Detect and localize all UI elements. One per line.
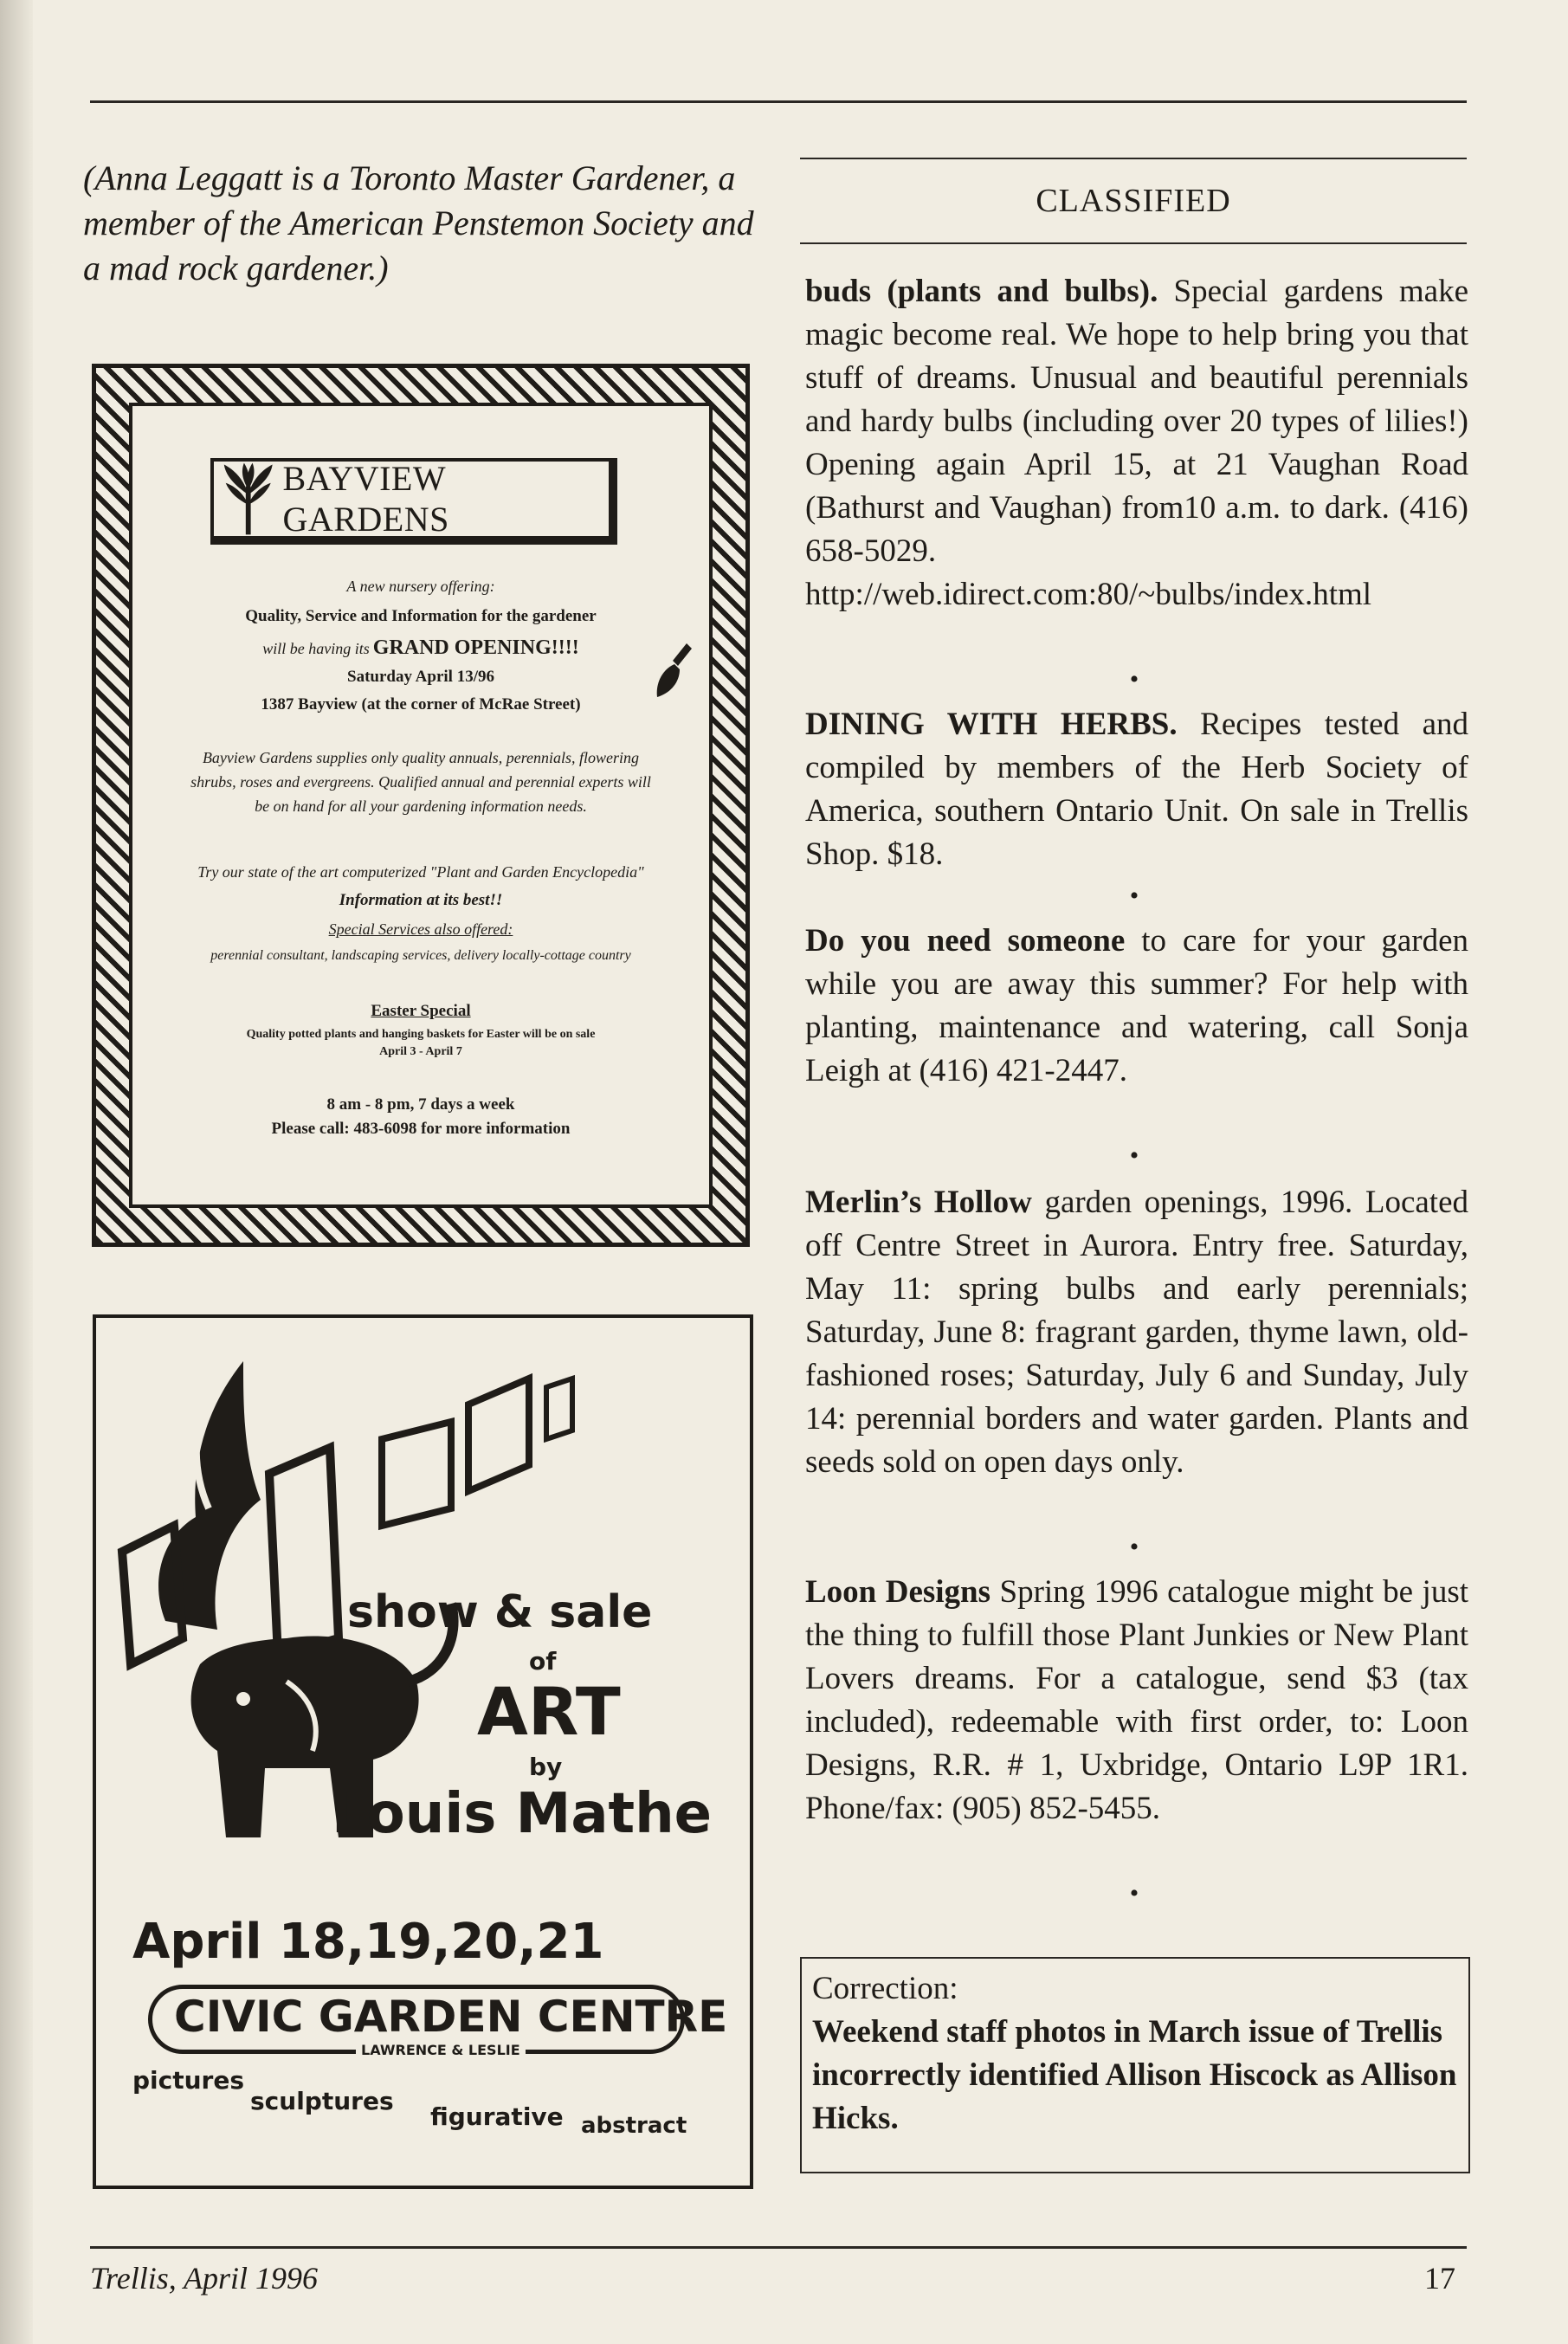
bayview-brand-name: BAYVIEW GARDENS (282, 459, 449, 539)
art-venue-sub: LAWRENCE & LESLIE (356, 2042, 526, 2058)
bayview-easter-heading: Easter Special (371, 1002, 471, 1020)
bayview-supplies-2: shrubs, roses and evergreens. Qualified annual and perennial experts will (190, 773, 651, 791)
entry-buds-title: buds (plants and bulbs). (805, 274, 1158, 309)
bayview-computer-1: Try our state of the art computerized "Plant and Garden Encyclopedia" (197, 863, 644, 881)
art-category-pictures: pictures (132, 2066, 245, 2095)
separator-bullet: • (1129, 1879, 1139, 1908)
classified-entry-loon-designs (805, 1571, 1468, 1831)
bottom-rule (90, 2246, 1467, 2249)
correction-box (800, 1957, 1470, 2173)
bayview-date: Saturday April 13/96 (347, 668, 494, 686)
art-title: ART (477, 1673, 621, 1750)
entry-merlins-hollow-body: garden openings, 1996. Located off Centre Street in Aurora. Entry free. Saturday, May 11: spring bulbs and early perennials; Saturday, June 8: fragrant garden, thyme lawn, old-fashioned roses; Saturday, July 6 and Sunday, July 14: perennial borders and water garden. Plants and seeds sold on open days only. (805, 1185, 1469, 1480)
bayview-opening-prefix: will be having its (262, 640, 370, 657)
correction-text: Weekend staff photos in March issue of Trellis incorrectly identified Allison Hiscock as Allison Hicks. (812, 2014, 1457, 2136)
bayview-hours: 8 am - 8 pm, 7 days a week (326, 1095, 515, 1114)
entry-garden-care-title: Do you need someone (805, 923, 1126, 959)
bayview-easter-2: April 3 - April 7 (379, 1045, 462, 1058)
classified-heading: CLASSIFIED (800, 158, 1467, 244)
correction-label: Correction: (812, 1971, 958, 2006)
separator-bullet: • (1129, 665, 1139, 694)
wheat-logo-icon (219, 460, 277, 538)
art-category-sculptures: sculptures (250, 2087, 394, 2115)
art-category-abstract: abstract (581, 2113, 687, 2139)
page-edge-shadow (0, 0, 33, 2344)
entry-herbs-title: DINING WITH HERBS. (805, 707, 1178, 742)
classified-entry-merlins-hollow (805, 1181, 1468, 1484)
bayview-ad-inner (129, 403, 713, 1208)
bayview-quality-line: Quality, Service and Information for the gardener (245, 607, 597, 625)
top-rule (90, 100, 1467, 103)
bayview-grand-opening: GRAND OPENING!!!! (372, 636, 579, 659)
page-number: 17 (1424, 2261, 1455, 2296)
art-show-sale-title: show & sale (347, 1586, 653, 1638)
author-note: (Anna Leggatt is a Toronto Master Gardener, a member of the American Penstemon Society and a mad rock gardener.) (83, 158, 754, 287)
art-dates: April 18,19,20,21 (132, 1914, 604, 1970)
separator-bullet: • (1129, 1533, 1139, 1561)
entry-loon-designs-title: Loon Designs (805, 1574, 991, 1610)
classified-entry-garden-care (805, 920, 1468, 1093)
bayview-gardens-ad (92, 364, 750, 1247)
art-by: by (529, 1753, 563, 1781)
bayview-supplies-3: be on hand for all your gardening information needs. (255, 797, 587, 815)
bayview-easter-1: Quality potted plants and hanging baskets for Easter will be on sale (246, 1028, 596, 1041)
art-artist-name: Louis Mathe (332, 1782, 713, 1846)
bayview-computer-2: Information at its best!! (339, 891, 503, 909)
bayview-services-list: perennial consultant, landscaping services, delivery locally-cottage country (210, 948, 631, 963)
entry-garden-care-body: to care for your garden while you are away this summer? For help with planting, maintenance and watering, call Sonja Leigh at (416) 421-2447. (805, 923, 1469, 1088)
entry-loon-designs-body: Spring 1996 catalogue might be just the thing to fulfill those Plant Junkies or New Plant Lovers dreams. For a catalogue, send $3 (tax included), redeemable with first order, to: Loon Designs, R.R. # 1, Uxbridge, Ontario L9P 1R1. Phone/fax: (905) 852-5455. (805, 1574, 1468, 1826)
art-category-figurative: figurative (430, 2102, 564, 2131)
classified-entry-herbs (805, 703, 1468, 876)
entry-merlins-hollow-title: Merlin’s Hollow (805, 1185, 1032, 1220)
bayview-special-services: Special Services also offered: (328, 920, 513, 938)
entry-buds-body: Special gardens make magic become real. We hope to help bring you that stuff of dreams. Unusual and beautiful perennials and hardy bulbs (including over 20 types of lilies!) Opening again April 15, at 21 Vaughan Road (Bathurst and Vaughan) from10 a.m. to dark. (416) 658-5029. http://web.idirect.com:80/~bulbs/index.html (805, 274, 1469, 612)
footer-publication: Trellis, April 1996 (90, 2261, 319, 2296)
bayview-supplies-1: Bayview Gardens supplies only quality annuals, perennials, flowering (202, 749, 640, 766)
bayview-phone: Please call: 483-6098 for more information (271, 1120, 571, 1138)
bayview-tagline: A new nursery offering: (346, 578, 495, 595)
separator-bullet: • (1129, 1141, 1139, 1170)
bayview-logo (210, 458, 617, 545)
art-show-ad (93, 1314, 753, 2189)
art-of: of (529, 1647, 557, 1676)
entry-herbs-body: Recipes tested and compiled by members of the Herb Society of America, southern Ontario Unit. On sale in Trellis Shop. $18. (805, 707, 1468, 872)
bayview-opening-line (132, 636, 709, 660)
hanging-paintings-illustration (373, 1361, 598, 1543)
bayview-address: 1387 Bayview (at the corner of McRae Street) (261, 695, 581, 714)
art-venue: CIVIC GARDEN CENTRE (174, 1992, 728, 2042)
separator-bullet: • (1129, 881, 1139, 910)
classified-entry-buds (805, 270, 1468, 617)
